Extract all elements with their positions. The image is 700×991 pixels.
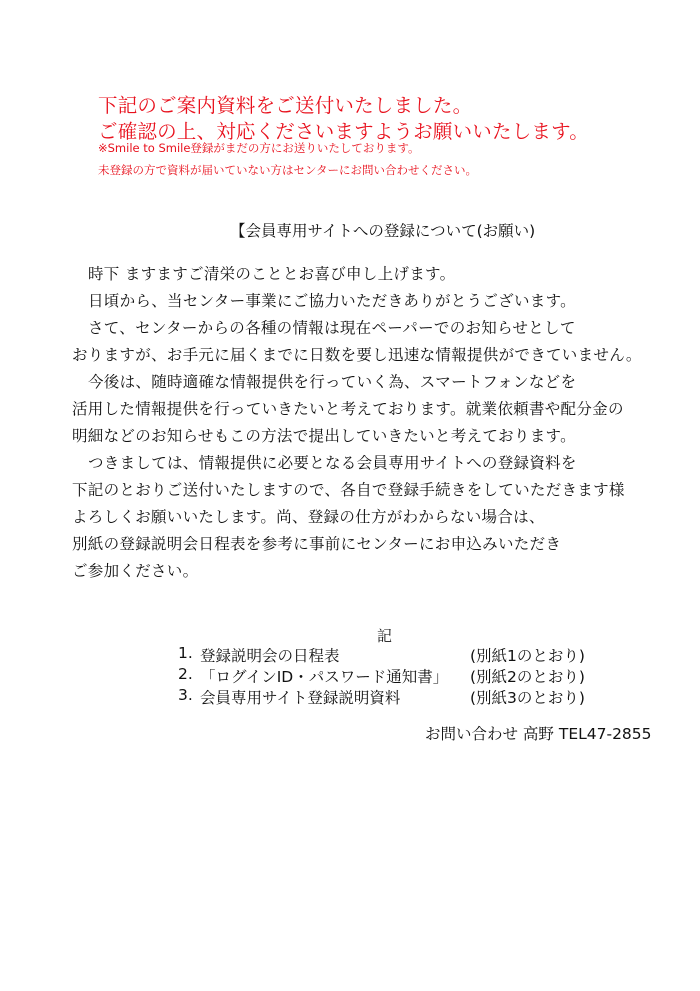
body-line: 今後は、随時適確な情報提供を行っていく為、スマートフォンなどを [88, 373, 577, 391]
body-line: 下記のとおりご送付いたしますので、各自で登録手続きをしていただきます様 [72, 481, 625, 499]
list-item-reference: (別紙1のとおり) [470, 647, 585, 665]
notice-note-2: 未登録の方で資料が届いていない方はセンターにお問い合わせください。 [98, 163, 478, 177]
notice-note-1: ※Smile to Smile登録がまだの方にお送りいたしております。 [98, 141, 420, 155]
body-line: 時下 ますますご清栄のこととお喜び申し上げます。 [88, 265, 456, 283]
body-line: よろしくお願いいたします。尚、登録の仕方がわからない場合は、 [72, 508, 545, 526]
body-line: さて、センターからの各種の情報は現在ペーパーでのお知らせとして [88, 319, 576, 337]
body-line: つきましては、情報提供に必要となる会員専用サイトへの登録資料を [88, 454, 577, 472]
body-line: 日頃から、当センター事業にご協力いただきありがとうございます。 [88, 292, 576, 310]
list-item-reference: (別紙2のとおり) [470, 668, 585, 686]
document-title: 【会員専用サイトへの登録について(お願い) [230, 222, 536, 240]
body-line: 別紙の登録説明会日程表を参考に事前にセンターにお申込みいただき [72, 535, 562, 553]
list-item-number: 2. [178, 665, 193, 683]
list-item-text: 登録説明会の日程表 [200, 647, 340, 665]
ki-heading: 記 [377, 627, 393, 645]
body-line: 活用した情報提供を行っていきたいと考えております。就業依頼書や配分金の [72, 400, 624, 418]
list-item-number: 1. [178, 644, 193, 662]
notice-line-1: 下記のご案内資料をご送付いたしました。 [98, 94, 473, 117]
list-item-reference: (別紙3のとおり) [470, 689, 585, 707]
list-item-number: 3. [178, 686, 193, 704]
body-line: ご参加ください。 [72, 562, 199, 580]
contact-info: お問い合わせ 高野 TEL47-2855 [425, 725, 652, 743]
list-item-text: 「ログインID・パスワード通知書」 [200, 668, 449, 686]
body-line: おりますが、お手元に届くまでに日数を要し迅速な情報提供ができていません。 [72, 346, 642, 364]
notice-line-2: ご確認の上、対応くださいますようお願いいたします。 [98, 120, 589, 143]
list-item-text: 会員専用サイト登録説明資料 [200, 689, 401, 707]
body-line: 明細などのお知らせもこの方法で提出していきたいと考えております。 [72, 427, 576, 445]
